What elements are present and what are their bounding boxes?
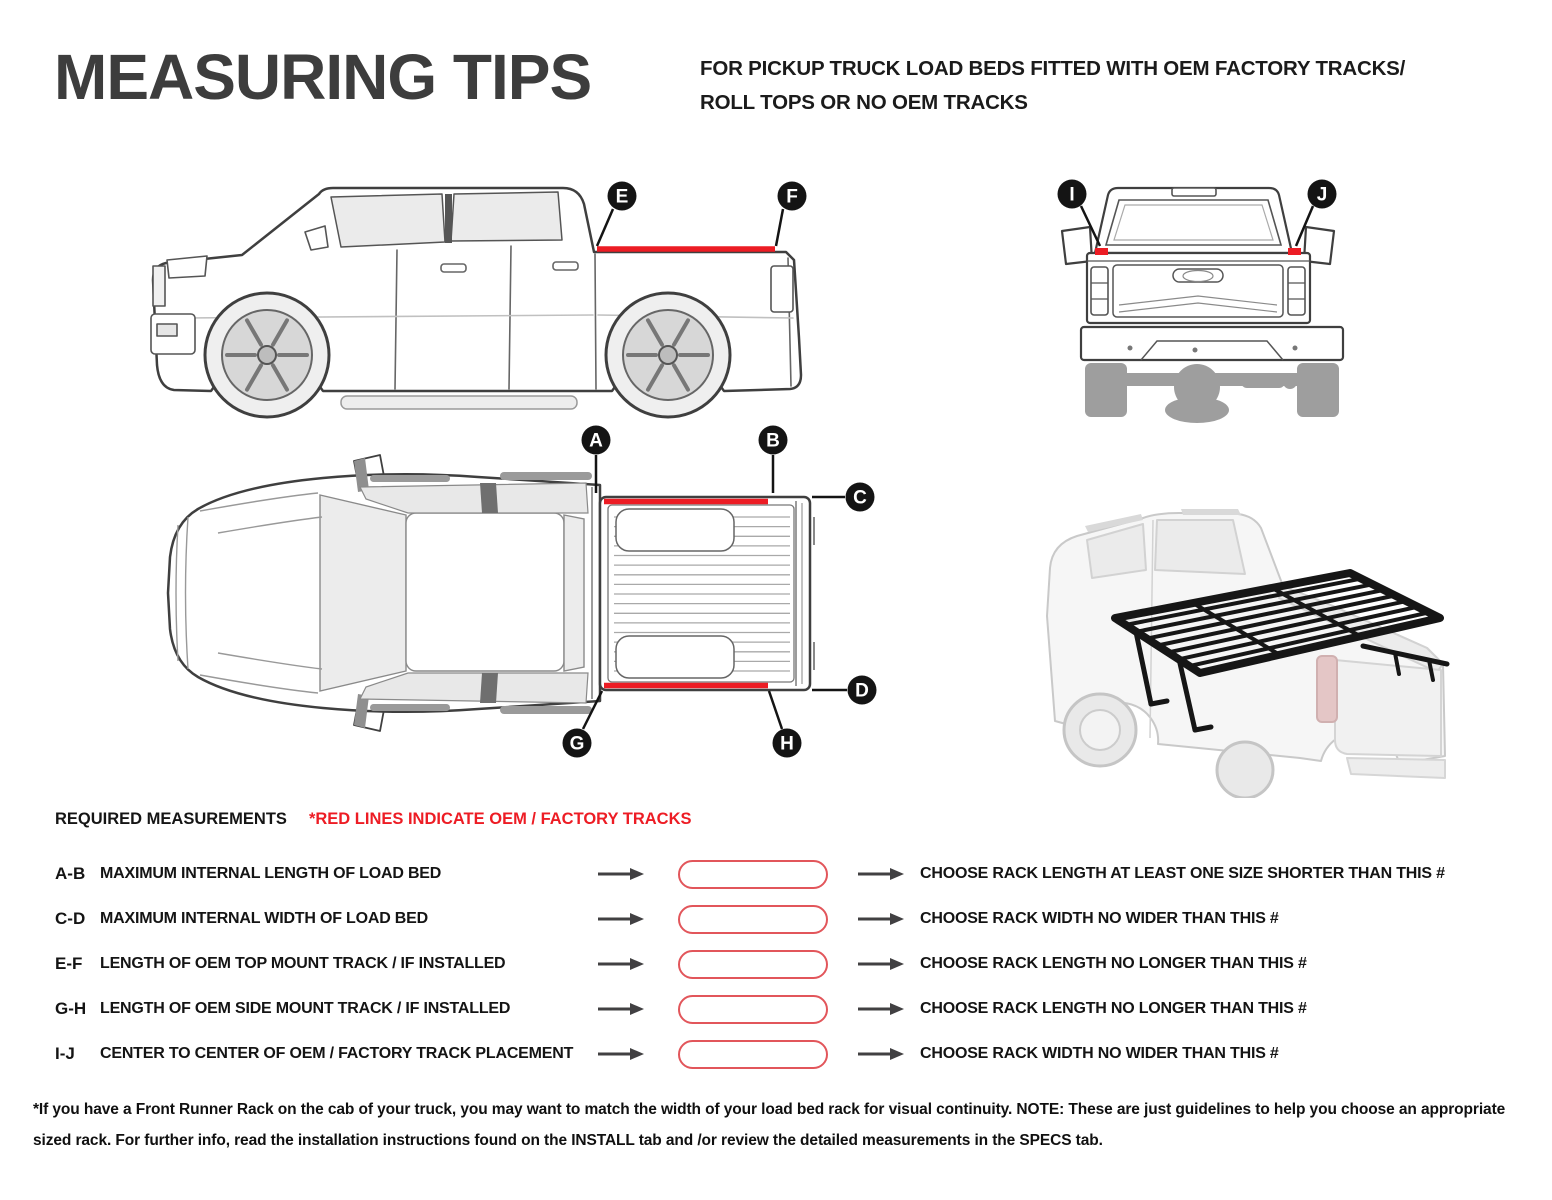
range-label: A-B <box>55 864 86 883</box>
cab-glass <box>320 483 592 703</box>
range-label: C-D <box>55 909 86 928</box>
rack-guidance: CHOOSE RACK WIDTH NO WIDER THAN THIS # <box>920 910 1279 927</box>
page-subtitle <box>700 52 1405 120</box>
marker-I <box>1058 180 1087 209</box>
bumper <box>1081 327 1343 360</box>
marker-F <box>778 182 807 211</box>
svg-text:I: I <box>1069 184 1075 206</box>
arrow-icon <box>598 1002 678 1016</box>
ghost-window-rear <box>1155 520 1245 574</box>
svg-text:E: E <box>615 186 629 208</box>
svg-text:G: G <box>569 733 585 755</box>
marker-B <box>759 426 788 455</box>
measurement-description: MAXIMUM INTERNAL WIDTH OF LOAD BED <box>100 910 428 927</box>
rack-product-photo <box>995 468 1465 798</box>
ghost-taillight <box>1317 656 1337 722</box>
truck-top-view-diagram <box>148 425 908 775</box>
measurements-heading-row <box>55 810 692 829</box>
page-title: MEASURING TIPS <box>54 41 592 113</box>
leader-lines <box>597 209 783 246</box>
arrow-icon <box>598 957 678 971</box>
range-label: I-J <box>55 1044 75 1063</box>
underbody <box>1085 363 1339 423</box>
left-taillight <box>1091 267 1108 315</box>
wheel-well-top <box>616 509 734 551</box>
truck-side-view-diagram <box>145 168 855 448</box>
ghost-bumper <box>1347 758 1445 778</box>
arrow-icon <box>598 912 678 926</box>
measurement-description: LENGTH OF OEM SIDE MOUNT TRACK / IF INSTALLED <box>100 1000 511 1017</box>
measurement-description: MAXIMUM INTERNAL LENGTH OF LOAD BED <box>100 865 442 882</box>
measurement-input[interactable] <box>678 860 828 889</box>
arrow-icon <box>598 1047 678 1061</box>
arrow-icon <box>858 1047 920 1061</box>
measurement-row-gh <box>55 991 1525 1027</box>
taillight <box>771 266 793 312</box>
rear-wheel <box>606 293 730 417</box>
marker-J <box>1308 180 1337 209</box>
ghost-rear-wheel <box>1217 742 1273 798</box>
marker-D <box>848 676 877 705</box>
rack-guidance: CHOOSE RACK WIDTH NO WIDER THAN THIS # <box>920 1045 1279 1062</box>
svg-text:F: F <box>786 186 798 208</box>
marker-C <box>846 483 875 512</box>
truck-rear-view-diagram <box>1045 175 1375 435</box>
svg-text:B: B <box>766 430 780 452</box>
ghost-tailgate <box>1335 660 1441 756</box>
arrow-icon <box>858 957 920 971</box>
marker-G <box>563 729 592 758</box>
arrow-icon <box>858 867 920 881</box>
measurement-description: LENGTH OF OEM TOP MOUNT TRACK / IF INSTALLED <box>100 955 506 972</box>
right-taillight <box>1288 267 1305 315</box>
measurement-row-ij <box>55 1036 1525 1072</box>
measurement-row-ab <box>55 856 1525 892</box>
side-windows <box>331 192 562 247</box>
measurement-input[interactable] <box>678 995 828 1024</box>
running-board <box>341 396 577 409</box>
svg-text:J: J <box>1316 184 1328 206</box>
subtitle-line-1: FOR PICKUP TRUCK LOAD BEDS FITTED WITH OEM FACTORY TRACKS/ <box>700 57 1406 80</box>
measurement-row-ef <box>55 946 1525 982</box>
svg-text:A: A <box>589 430 603 452</box>
svg-text:C: C <box>853 487 867 509</box>
oem-track-mark-left <box>1095 248 1108 255</box>
arrow-icon <box>858 1002 920 1016</box>
marker-E <box>608 182 637 211</box>
measurement-description: CENTER TO CENTER OF OEM / FACTORY TRACK PLACEMENT <box>100 1045 574 1062</box>
oem-track-mark-right <box>1288 248 1301 255</box>
rear-window <box>1106 200 1281 245</box>
ghost-roof-rail-2 <box>1181 509 1241 515</box>
red-lines-note: *RED LINES INDICATE OEM / FACTORY TRACKS <box>308 810 692 828</box>
subtitle-line-2: ROLL TOPS OR NO OEM TRACKS <box>700 91 1028 114</box>
arrow-icon <box>598 867 678 881</box>
range-label: E-F <box>55 954 83 973</box>
svg-text:H: H <box>780 733 794 755</box>
footnote: *If you have a Front Runner Rack on the cab of your truck, you may want to match the width of your load bed rack for visual continuity. NOTE: These are just guidelines to help you choose an appropriate sized rack. For further info, read the installation instructions found on the INSTALL tab and /or review the detailed measurements in the SPECS tab. <box>33 1101 1506 1149</box>
marker-A <box>582 426 611 455</box>
measurements-heading: REQUIRED MEASUREMENTS <box>55 810 287 828</box>
measurement-input[interactable] <box>678 950 828 979</box>
marker-H <box>773 729 802 758</box>
range-label: G-H <box>55 999 87 1018</box>
rack-guidance: CHOOSE RACK LENGTH AT LEAST ONE SIZE SHORTER THAN THIS # <box>920 865 1445 882</box>
front-wheel <box>205 293 329 417</box>
measurement-input[interactable] <box>678 905 828 934</box>
rack-guidance: CHOOSE RACK LENGTH NO LONGER THAN THIS # <box>920 1000 1307 1017</box>
measurement-row-cd <box>55 901 1525 937</box>
wheel-well-bottom <box>616 636 734 678</box>
rack-guidance: CHOOSE RACK LENGTH NO LONGER THAN THIS # <box>920 955 1307 972</box>
svg-text:D: D <box>855 680 869 702</box>
arrow-icon <box>858 912 920 926</box>
third-brake-light <box>1172 188 1216 196</box>
measurement-input[interactable] <box>678 1040 828 1069</box>
